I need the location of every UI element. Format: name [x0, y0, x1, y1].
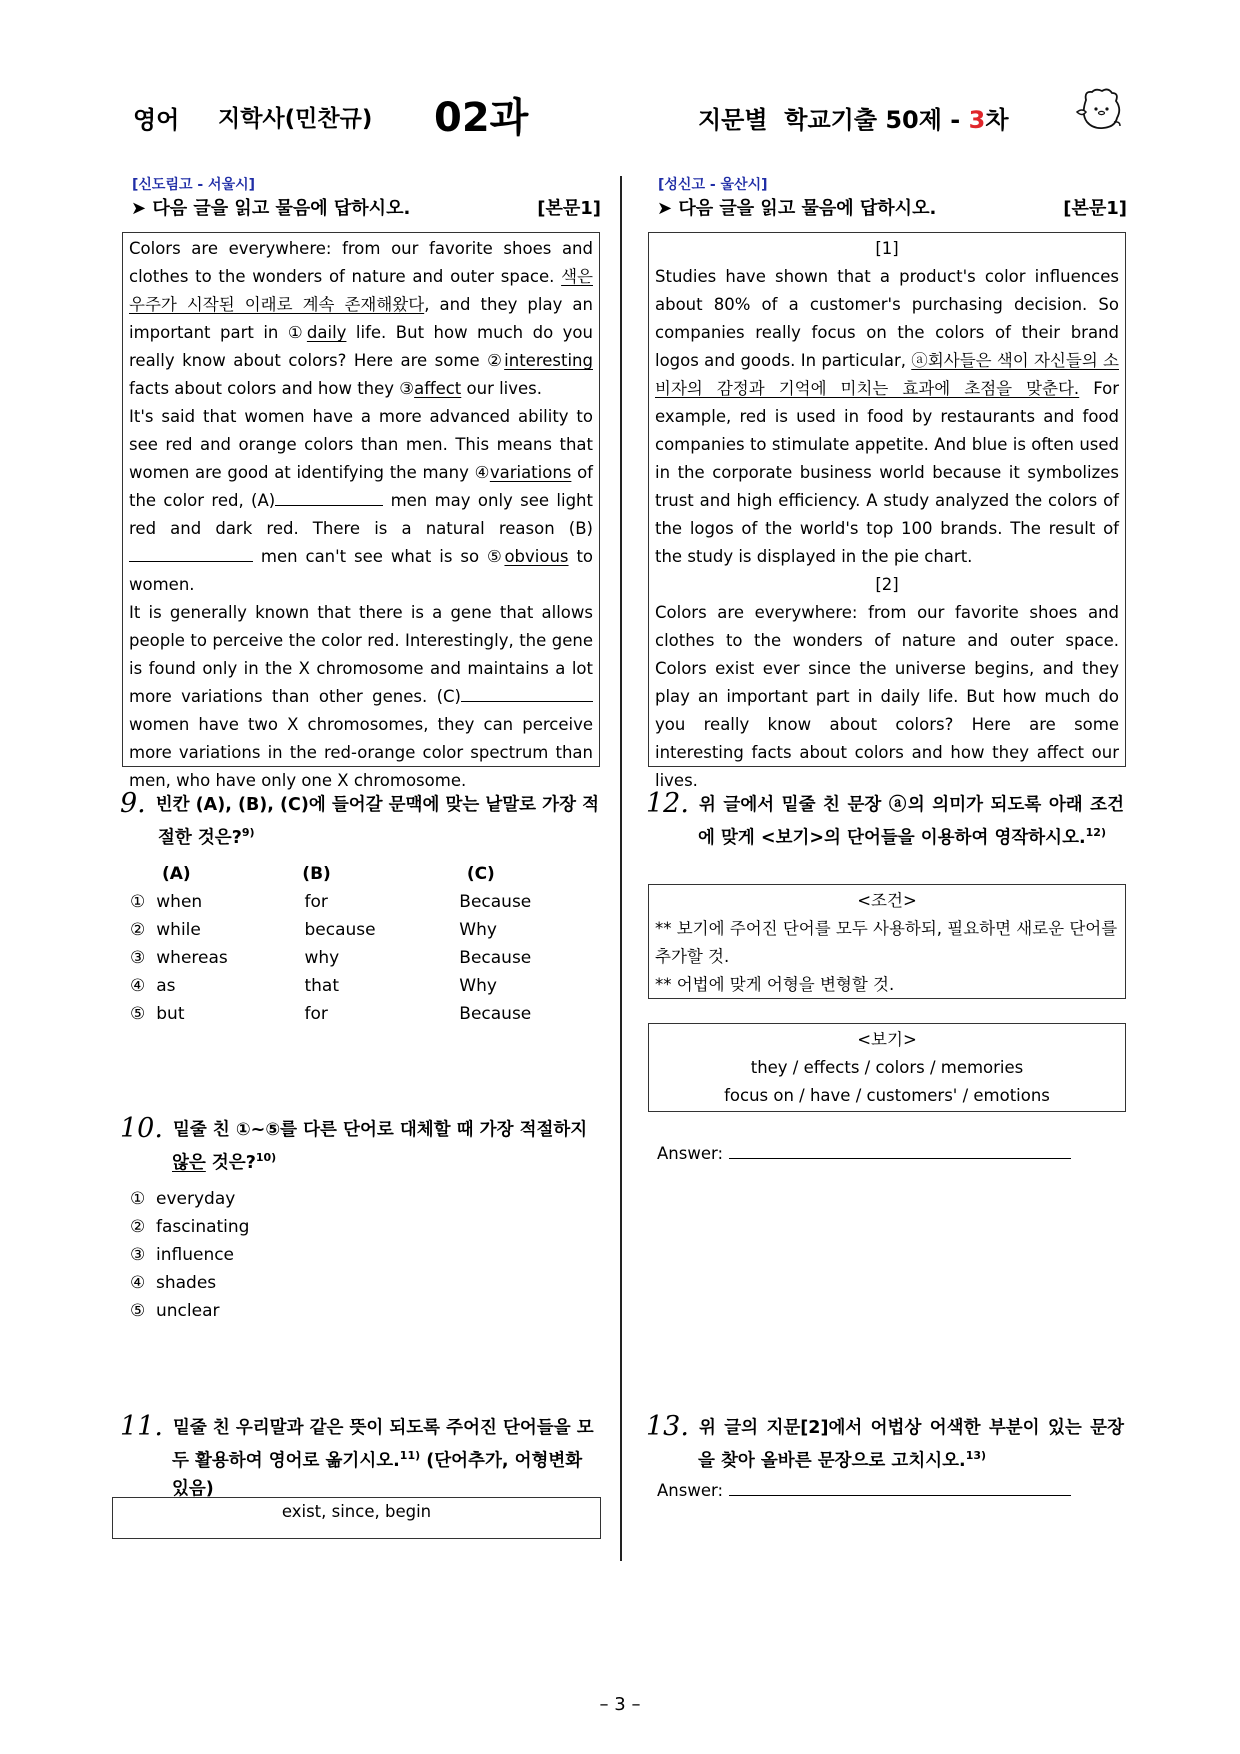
header-lesson: 02과	[434, 95, 529, 141]
q10-option-5[interactable]: ⑤ unclear	[130, 1300, 220, 1321]
q9-column-headers: (A) (B) (C)	[162, 863, 495, 884]
q12-answer	[657, 1140, 1071, 1163]
q12-box-line-1: they / effects / colors / memories	[750, 1058, 1024, 1077]
blank-b	[129, 545, 253, 562]
underlined-word-4: variations	[489, 463, 572, 482]
q9-option-3[interactable]: ③ whereas why Because	[130, 947, 532, 968]
header-publisher: 지학사(민찬규)	[218, 106, 373, 132]
round-suffix: 차	[985, 106, 1009, 134]
question-11	[120, 1413, 600, 1503]
series-prefix: 지문별 학교기출 50제 -	[698, 106, 969, 134]
left-passage-tag: [본문1]	[537, 198, 601, 219]
q10-option-1[interactable]: ① everyday	[130, 1188, 236, 1209]
q12-condition-title: <조건>	[857, 891, 917, 910]
question-12	[646, 790, 1124, 852]
left-passage-para-1: Colors are everywhere: from our favorite shoes and clothes to the wonders of nature and outer space. 색은 우주가 시작된 이래로 계속 존재해왔다, and they play an important part in ①daily life. But how much do you really know about colors? Here are some ②interesting facts about colors and how they ③affect our lives.	[129, 239, 593, 398]
q12-box-line-2: focus on / have / customers' / emotions	[724, 1086, 1050, 1105]
q10-option-2[interactable]: ② fascinating	[130, 1216, 250, 1237]
q12-answer-label: Answer:	[657, 1144, 724, 1163]
underlined-word-5: obvious	[504, 547, 569, 566]
round-number: 3	[968, 106, 986, 134]
right-passage-heading-2: [2]	[875, 575, 899, 594]
q13-answer-label: Answer:	[657, 1481, 724, 1500]
right-passage-tag: [본문1]	[1063, 198, 1127, 219]
q9-option-4[interactable]: ④ as that Why	[130, 975, 497, 996]
q9-option-1[interactable]: ① when for Because	[130, 891, 532, 912]
q12-answer-line[interactable]	[729, 1140, 1071, 1159]
q9-options	[120, 888, 600, 1028]
q12-box-title: <보기>	[857, 1030, 917, 1049]
q10-options	[120, 1185, 600, 1325]
blank-a	[275, 489, 383, 506]
question-9	[120, 790, 600, 1028]
q12-condition-box	[648, 884, 1126, 999]
left-source: [신도림고 - 서울시]	[132, 177, 256, 193]
left-instruction	[131, 194, 601, 220]
sentence-a-underlined: ⓐ회사들은 색이 자신들의 소비자의 감정과 기억에 미치는 효과에 초점을 맞춘다.	[655, 351, 1119, 398]
underlined-word-1: daily	[306, 323, 347, 342]
q9-option-5[interactable]: ⑤ but for Because	[130, 1003, 532, 1024]
header-subject: 영어	[133, 106, 180, 134]
question-10	[120, 1115, 600, 1325]
question-13	[646, 1413, 1124, 1475]
column-divider	[620, 176, 622, 1561]
blank-c	[461, 685, 593, 702]
q12-condition-1: ** 보기에 주어진 단어를 모두 사용하되, 필요하면 새로운 단어를 추가할 것.	[655, 919, 1118, 966]
question-13-text: 13. 위 글의 지문[2]에서 어법상 어색한 부분이 있는 문장을 찾아 올바른 문장으로 고치시오.$^{13)}$	[646, 1411, 1124, 1471]
right-source: [성신고 - 울산시]	[658, 177, 768, 193]
underlined-word-2: interesting	[504, 351, 593, 370]
q12-condition-2: ** 어법에 맞게 어형을 변형할 것.	[655, 975, 895, 994]
underlined-word-3: affect	[414, 379, 462, 398]
q10-option-3[interactable]: ③ influence	[130, 1244, 235, 1265]
q11-words: exist, since, begin	[281, 1502, 432, 1521]
left-passage	[122, 232, 600, 790]
question-9-text: 9. 빈칸 (A), (B), (C)에 들어갈 문맥에 맞는 낱말로 가장 적절한 것은?$^{9)}$	[120, 788, 599, 848]
left-instruction-text: ➤ 다음 글을 읽고 물음에 답하시오.	[131, 198, 411, 219]
q9-option-2[interactable]: ② while because Why	[130, 919, 497, 940]
question-11-text: 11. 밑줄 친 우리말과 같은 뜻이 되도록 주어진 단어들을 모두 활용하여 영어로 옮기시오.$^{11)}$ (단어추가, 어형변화 있음)	[120, 1411, 594, 1499]
right-passage-para-1: Studies have shown that a product's color influences about 80% of a customer's purchasing decision. So companies really focus on the colors of their brand logos and goods. In particular, ⓐ회사들은 색이 자신들의 소비자의 감정과 기억에 미치는 효과에 초점을 맞춘다. For example, red is used in food by restaurants and food companies to stimulate appetite. And blue is often used in the corporate business world because it symbolizes trust and high efficiency. A study analyzed the colors of the logos of the world's top 100 brands. The result of the study is displayed in the pie chart.	[655, 267, 1120, 566]
left-passage-para-2: It's said that women have a more advanced ability to see red and orange colors than men. This means that women are good at identifying the many ④variations of the color red, (A) men may only see light red and dark red. There is a natural reason (B) men can't see what is so ⑤obvious to women.	[129, 407, 594, 594]
korean-underlined-phrase: 색은 우주가 시작된 이래로 계속 존재해왔다	[129, 267, 593, 314]
header-series	[698, 100, 1009, 135]
q13-answer	[657, 1477, 1071, 1500]
question-12-text: 12. 위 글에서 밑줄 친 문장 ⓐ의 의미가 되도록 아래 조건에 맞게 <보기>의 단어들을 이용하여 영작하시오.$^{12)}$	[646, 788, 1124, 848]
right-instruction	[657, 194, 1127, 220]
question-10-text: 10. 밑줄 친 ①~⑤를 다른 단어로 대체할 때 가장 적절하지 않은 것은?$^{10)}$	[120, 1113, 588, 1173]
q10-option-4[interactable]: ④ shades	[130, 1272, 217, 1293]
q13-answer-line[interactable]	[729, 1477, 1071, 1496]
left-passage-para-3: It is generally known that there is a gene that allows people to perceive the color red. Interestingly, the gene is found only in the X chromosome and maintains a lot more variations than other genes. (C) women have two X chromosomes, they can perceive more variations in the red-orange color spectrum than men, who have only one X chromosome.	[129, 603, 593, 790]
right-passage-heading-1: [1]	[875, 239, 899, 258]
q12-word-box	[648, 1023, 1126, 1112]
right-passage-para-2: Colors are everywhere: from our favorite shoes and clothes to the wonders of nature and outer space. Colors exist ever since the universe begins, and they play an important part in daily life. But how much do you really know about colors? Here are some interesting facts about colors and how they affect our lives.	[655, 603, 1119, 790]
right-instruction-text: ➤ 다음 글을 읽고 물음에 답하시오.	[657, 198, 937, 219]
bear-mascot-icon	[1074, 84, 1126, 136]
q11-word-box	[112, 1497, 601, 1539]
right-passage	[648, 232, 1126, 790]
page-number: – 3 –	[599, 1694, 641, 1715]
